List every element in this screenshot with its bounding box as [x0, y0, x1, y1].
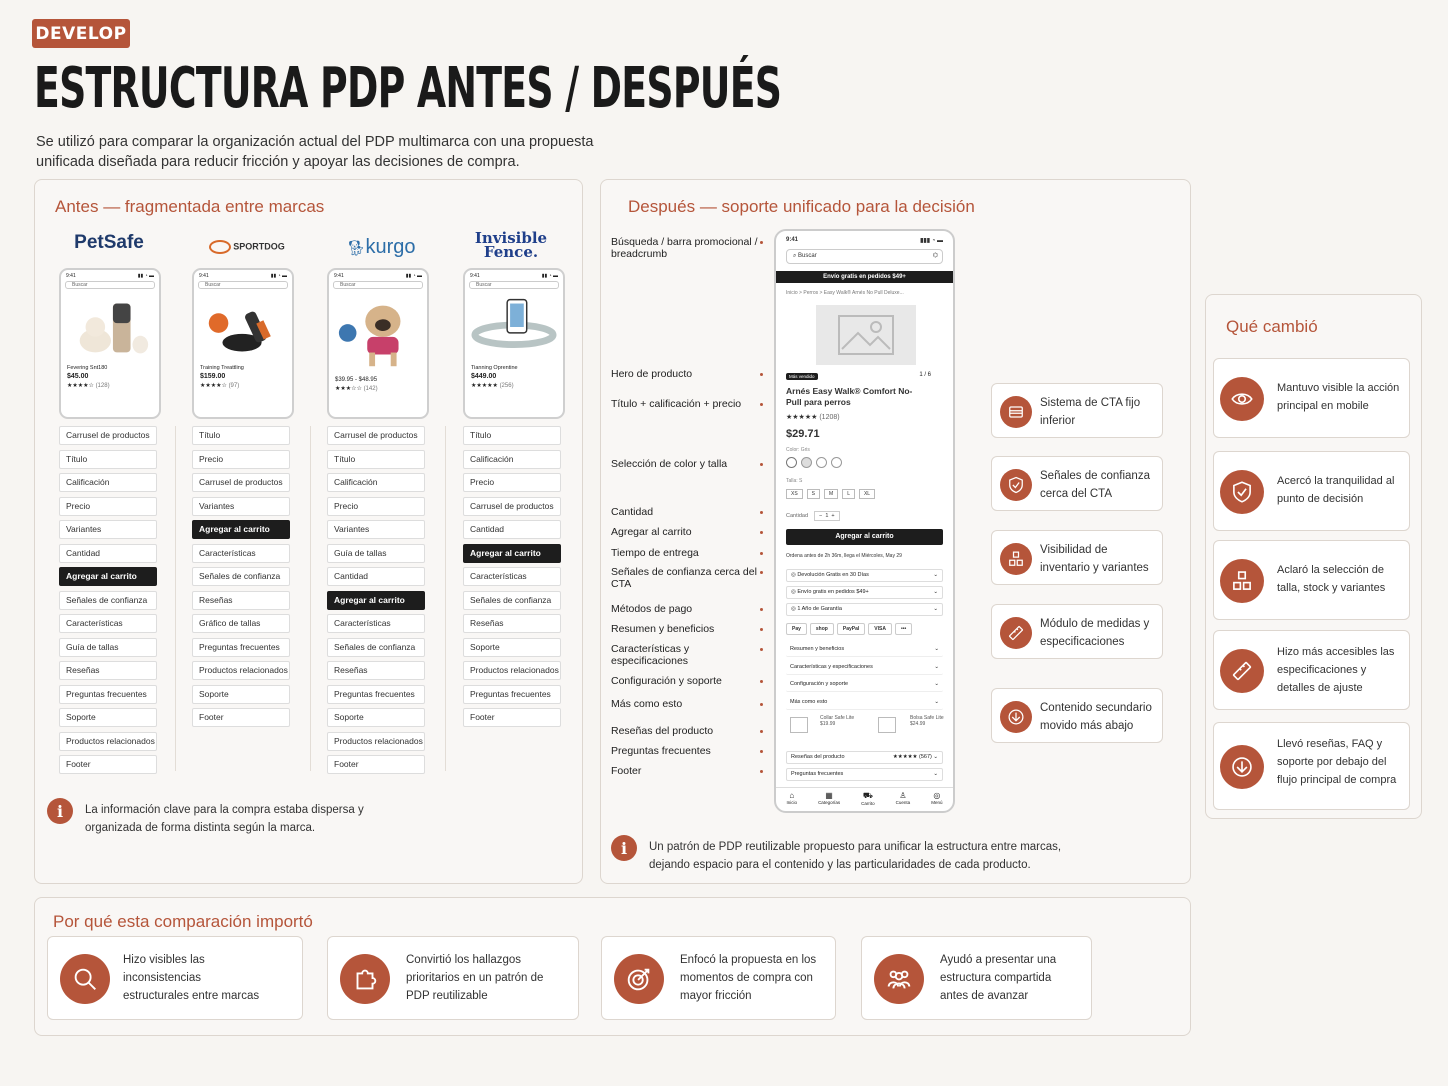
size-option[interactable]: XL — [859, 489, 875, 499]
section-label: Métodos de pago — [611, 603, 761, 615]
product-image — [199, 292, 287, 362]
changed-text: Mantuvo visible la acción principal en mobile — [1277, 382, 1400, 412]
nav-item[interactable]: ⛟ Carrito — [861, 791, 875, 806]
section-chip: Calificación — [463, 450, 561, 469]
section-label: Agregar al carrito — [611, 526, 761, 538]
section-chip: Preguntas frecuentes — [192, 638, 290, 657]
section-chip: Título — [463, 426, 561, 445]
section-label: Hero de producto — [611, 368, 761, 380]
info-icon: i — [47, 798, 73, 824]
callout-text: Señales de confianza cerca del CTA — [1040, 470, 1150, 500]
section-chip: Reseñas — [192, 591, 290, 610]
brand-logo-invisible-fence: Invisible Fence. — [474, 229, 548, 261]
section-chip: Cantidad — [463, 520, 561, 539]
section-label: Footer — [611, 765, 761, 777]
section-label: Búsqueda / barra promocional / breadcrumb — [611, 236, 761, 260]
changed-text: Llevó reseñas, FAQ y soporte por debajo del flujo principal de compra — [1277, 738, 1397, 786]
changed-item — [1213, 358, 1410, 438]
section-chip: Reseñas — [327, 661, 425, 680]
payment-badge: ••• — [895, 623, 912, 635]
phone-kurgo: 9:41 ▮▮ ◔ ▬ Buscar $39.95 - $48.95 ★★★☆☆ (142) — [327, 268, 429, 419]
before-note: La información clave para la compra estaba dispersa y organizada de forma distinta según la marca. — [85, 804, 364, 834]
section-chip: Reseñas — [59, 661, 157, 680]
section-chip: Guía de tallas — [327, 544, 425, 563]
callout-card — [991, 383, 1163, 438]
section-chip: Preguntas frecuentes — [59, 685, 157, 704]
nav-item[interactable]: ▦ Categorías — [818, 791, 841, 805]
search-bar[interactable]: Buscar — [333, 281, 423, 289]
section-chip: Footer — [463, 708, 561, 727]
section-chip: Características — [59, 614, 157, 633]
section-chip: Preguntas frecuentes — [463, 685, 561, 704]
size-option[interactable]: L — [842, 489, 855, 499]
section-chip: Agregar al carrito — [192, 520, 290, 539]
nav-item[interactable]: ⌂ Inicio — [786, 791, 798, 805]
add-to-cart-button[interactable]: Agregar al carrito — [786, 529, 943, 545]
section-chip: Precio — [463, 473, 561, 492]
column-divider — [175, 426, 176, 771]
section-chip: Footer — [192, 708, 290, 727]
section-chip: Precio — [192, 450, 290, 469]
after-title: Después — soporte unificado para la decisión — [628, 197, 975, 216]
payment-badge: Pay — [786, 623, 807, 635]
callout-card — [991, 530, 1163, 585]
people-icon — [874, 954, 924, 1004]
unified-pdp-phone: 9:41 ▮▮▮ ◔ ▬ ⌕ Buscar ⌬ Envío gratis en pedidos $49+ Inicio > Perros > Easy Walk® Arnés No Pull Deluxe... Más vendido 1 / 6 Arnés Easy Walk® Comfort No-Pull para perros ★★★★★ (1208) $29.71 Color: Gris Talla: S XS S M L XL Cantidad − 1 + Agregar al carrito Ordena antes de 2h 36m, llega el Miércoles, May 29 ◎ Devolución Gratis en 30 Días ⌄ ◎ Envío gratis en pedidos $49+ ⌄ ◎ 1 Año de Garantía ⌄ Pay shop PayPal VISA ••• Resumen y beneficios ⌄ Características y especificaciones ⌄ Configuración y soporte ⌄ Más como esto ⌄ Collar Safe Lite $19.99 Bolsa Safe Lite $24.99 Reseñas del producto ★★★★★ (567) ⌄ Preguntas frecuentes ⌄ ⌂ Inicio ▦ Categorías ⛟ Carrito ♙ Cuenta ◎ Menú — [774, 229, 955, 813]
changed-text: Aclaró la selección de talla, stock y variantes — [1277, 564, 1386, 594]
section-label: Título + calificación + precio — [611, 398, 761, 410]
callout-card — [991, 688, 1163, 743]
product-image — [470, 292, 558, 362]
product-name: Arnés Easy Walk® Comfort No-Pull para perros — [786, 386, 913, 407]
section-label: Preguntas frecuentes — [611, 745, 761, 757]
payment-badge: shop — [810, 623, 834, 635]
quantity-stepper[interactable]: − 1 + — [814, 511, 840, 521]
section-chip: Calificación — [59, 473, 157, 492]
why-title: Por qué esta comparación importó — [53, 912, 313, 931]
section-chip: Carrusel de productos — [59, 426, 157, 445]
section-chip: Cantidad — [59, 544, 157, 563]
why-text: Ayudó a presentar una estructura compartida antes de avanzar — [940, 954, 1057, 1002]
why-text: Hizo visibles las inconsistencias estructurales entre marcas — [123, 954, 260, 1002]
search-bar[interactable]: Buscar — [65, 281, 155, 289]
page-subtitle: Se utilizó para comparar la organización actual del PDP multimarca con una propuesta unificada diseñada para reducir fricción y apoyar las decisiones de compra. — [36, 134, 594, 170]
section-chip: Cantidad — [327, 567, 425, 586]
shield-check-icon — [1220, 470, 1264, 514]
column-divider — [445, 426, 446, 771]
changed-title: Qué cambió — [1226, 317, 1318, 336]
section-chip: Título — [327, 450, 425, 469]
callout-text: Módulo de medidas y especificaciones — [1040, 618, 1150, 648]
section-chip: Variantes — [59, 520, 157, 539]
section-chip: Productos relacionados — [192, 661, 290, 680]
why-text: Enfocó la propuesta en los momentos de compra con mayor fricción — [680, 954, 817, 1002]
arrow-down-icon — [1220, 745, 1264, 789]
section-chip: Agregar al carrito — [327, 591, 425, 610]
section-chip: Señales de confianza — [192, 567, 290, 586]
payment-methods — [786, 623, 943, 635]
info-icon: i — [611, 835, 637, 861]
section-label: Características y especificaciones — [611, 643, 761, 667]
brand-logo-kurgo: 🐕︎kurgo — [346, 236, 416, 258]
size-option[interactable]: S — [807, 489, 820, 499]
section-chip: Footer — [59, 755, 157, 774]
accordion-row[interactable]: Características y especificaciones ⌄ — [786, 662, 943, 675]
changed-item — [1213, 451, 1410, 531]
changed-text: Acercó la tranquilidad al punto de decisión — [1277, 475, 1395, 505]
delivery-time: Ordena antes de 2h 36m, llega el Miércoles, May 29 — [786, 553, 902, 559]
section-chip: Características — [463, 567, 561, 586]
section-chip: Título — [59, 450, 157, 469]
section-label: Más como esto — [611, 698, 761, 710]
brand-list-invisible-fence — [463, 426, 561, 732]
promo-bar: Envío gratis en pedidos $49+ — [776, 271, 953, 283]
section-chip: Reseñas — [463, 614, 561, 633]
why-item — [601, 936, 836, 1020]
brand-list-sportdog — [192, 426, 290, 732]
search-input[interactable]: ⌕ Buscar ⌬ — [786, 249, 943, 264]
section-chip: Soporte — [463, 638, 561, 657]
section-label: Configuración y soporte — [611, 675, 761, 687]
section-chip: Productos relacionados — [327, 732, 425, 751]
target-icon — [614, 954, 664, 1004]
section-chip: Gráfico de tallas — [192, 614, 290, 633]
trust-row[interactable]: ◎ 1 Año de Garantía ⌄ — [786, 603, 943, 616]
why-item — [327, 936, 579, 1020]
brand-logo-sportdog: SPORTDOG — [196, 240, 298, 254]
size-option[interactable]: XS — [786, 489, 803, 499]
hero-image — [816, 305, 916, 365]
ruler-icon — [1220, 649, 1264, 693]
product-image — [334, 292, 422, 372]
reviews-row[interactable]: Reseñas del producto ★★★★★ (567) ⌄ — [786, 751, 943, 764]
search-bar[interactable]: Buscar — [198, 281, 288, 289]
callout-text: Sistema de CTA fijo inferior — [1040, 397, 1141, 427]
faq-row[interactable]: Preguntas frecuentes ⌄ — [786, 768, 943, 781]
product-price: $29.71 — [786, 428, 820, 440]
bottom-nav — [776, 787, 953, 811]
callout-card — [991, 604, 1163, 659]
section-chip: Precio — [59, 497, 157, 516]
arrow-down-icon — [1000, 701, 1032, 733]
shield-check-icon — [1000, 469, 1032, 501]
nav-item[interactable]: ◎ Menú — [931, 791, 943, 805]
section-chip: Precio — [327, 497, 425, 516]
section-chip: Preguntas frecuentes — [327, 685, 425, 704]
cta-icon — [1000, 396, 1032, 428]
why-item — [47, 936, 303, 1020]
color-swatches[interactable] — [786, 457, 943, 468]
section-label: Selección de color y talla — [611, 458, 761, 470]
eye-icon — [1220, 377, 1264, 421]
why-text: Convirtió los hallazgos prioritarios en un patrón de PDP reutilizable — [406, 954, 544, 1002]
phone-invisible-fence: 9:41 ▮▮ ◔ ▬ Buscar Tianning Oprentine $449.00 ★★★★★ (256) — [463, 268, 565, 419]
section-chip: Variantes — [327, 520, 425, 539]
accordion-row[interactable]: Resumen y beneficios ⌄ — [786, 644, 943, 657]
section-label: Señales de confianza cerca del CTA — [611, 566, 761, 590]
before-title: Antes — fragmentada entre marcas — [55, 197, 325, 216]
section-chip: Productos relacionados — [463, 661, 561, 680]
section-chip: Variantes — [192, 497, 290, 516]
changed-item — [1213, 540, 1410, 620]
related-products: Collar Safe Lite $19.99 Bolsa Safe Lite $24.99 — [786, 713, 943, 747]
breadcrumb[interactable]: Inicio > Perros > Easy Walk® Arnés No Pull Deluxe... — [786, 290, 904, 296]
callout-text: Visibilidad de inventario y variantes — [1040, 544, 1149, 574]
section-chip: Footer — [327, 755, 425, 774]
image-counter: 1 / 6 — [919, 372, 931, 378]
search-icon — [60, 954, 110, 1004]
section-chip: Características — [327, 614, 425, 633]
inventory-grid-icon — [1000, 543, 1032, 575]
section-chip: Carrusel de productos — [327, 426, 425, 445]
size-option[interactable]: M — [824, 489, 838, 499]
brand-list-kurgo — [327, 426, 425, 779]
develop-tag: DEVELOP — [32, 19, 130, 48]
section-chip: Soporte — [327, 708, 425, 727]
payment-badge: VISA — [868, 623, 892, 635]
ruler-icon — [1000, 617, 1032, 649]
section-chip: Soporte — [192, 685, 290, 704]
section-chip: Señales de confianza — [327, 638, 425, 657]
section-chip: Productos relacionados — [59, 732, 157, 751]
best-seller-badge: Más vendido — [786, 373, 818, 380]
trust-row[interactable]: ◎ Devolución Gratis en 30 Días ⌄ — [786, 569, 943, 582]
trust-row[interactable]: ◎ Envío gratis en pedidos $49+ ⌄ — [786, 586, 943, 599]
after-note: Un patrón de PDP reutilizable propuesto para unificar la estructura entre marcas, dejando espacio para el contenido y las particularidades de cada producto. — [649, 841, 1062, 871]
section-label: Tiempo de entrega — [611, 547, 761, 559]
changed-text: Hizo más accesibles las especificaciones y detalles de ajuste — [1277, 646, 1395, 694]
phone-sportdog: 9:41 ▮▮ ◔ ▬ Buscar Training Treattling $159.00 ★★★★☆ (97) — [192, 268, 294, 419]
section-chip: Guía de tallas — [59, 638, 157, 657]
section-chip: Señales de confianza — [59, 591, 157, 610]
section-chip: Agregar al carrito — [463, 544, 561, 563]
payment-badge: PayPal — [837, 623, 865, 635]
accordion-row[interactable]: Más como esto ⌄ — [786, 697, 943, 710]
search-bar[interactable]: Buscar — [469, 281, 559, 289]
section-chip: Carrusel de productos — [192, 473, 290, 492]
phone-petsafe: 9:41 ▮▮ ◔ ▬ Buscar Fevering Snt180 $45.00 ★★★★☆ (128) — [59, 268, 161, 419]
brand-list-petsafe — [59, 426, 157, 779]
section-chip: Carrusel de productos — [463, 497, 561, 516]
size-selector[interactable] — [786, 489, 943, 499]
puzzle-icon — [340, 954, 390, 1004]
callout-card — [991, 456, 1163, 511]
why-item — [861, 936, 1092, 1020]
changed-item — [1213, 630, 1410, 710]
section-chip: Calificación — [327, 473, 425, 492]
nav-item[interactable]: ♙ Cuenta — [895, 791, 911, 805]
changed-item — [1213, 722, 1410, 810]
section-label: Cantidad — [611, 506, 761, 518]
section-chip: Soporte — [59, 708, 157, 727]
variants-grid-icon — [1220, 559, 1264, 603]
section-chip: Características — [192, 544, 290, 563]
page-title: ESTRUCTURA PDP ANTES / DESPUÉS — [34, 56, 782, 121]
column-divider — [310, 426, 311, 771]
section-chip: Señales de confianza — [463, 591, 561, 610]
brand-logo-petsafe: PetSafe — [74, 232, 144, 253]
section-chip: Agregar al carrito — [59, 567, 157, 586]
section-chip: Título — [192, 426, 290, 445]
section-label: Reseñas del producto — [611, 725, 761, 737]
accordion-row[interactable]: Configuración y soporte ⌄ — [786, 679, 943, 692]
callout-text: Contenido secundario movido más abajo — [1040, 702, 1152, 732]
section-label: Resumen y beneficios — [611, 623, 761, 635]
product-image — [66, 292, 154, 362]
